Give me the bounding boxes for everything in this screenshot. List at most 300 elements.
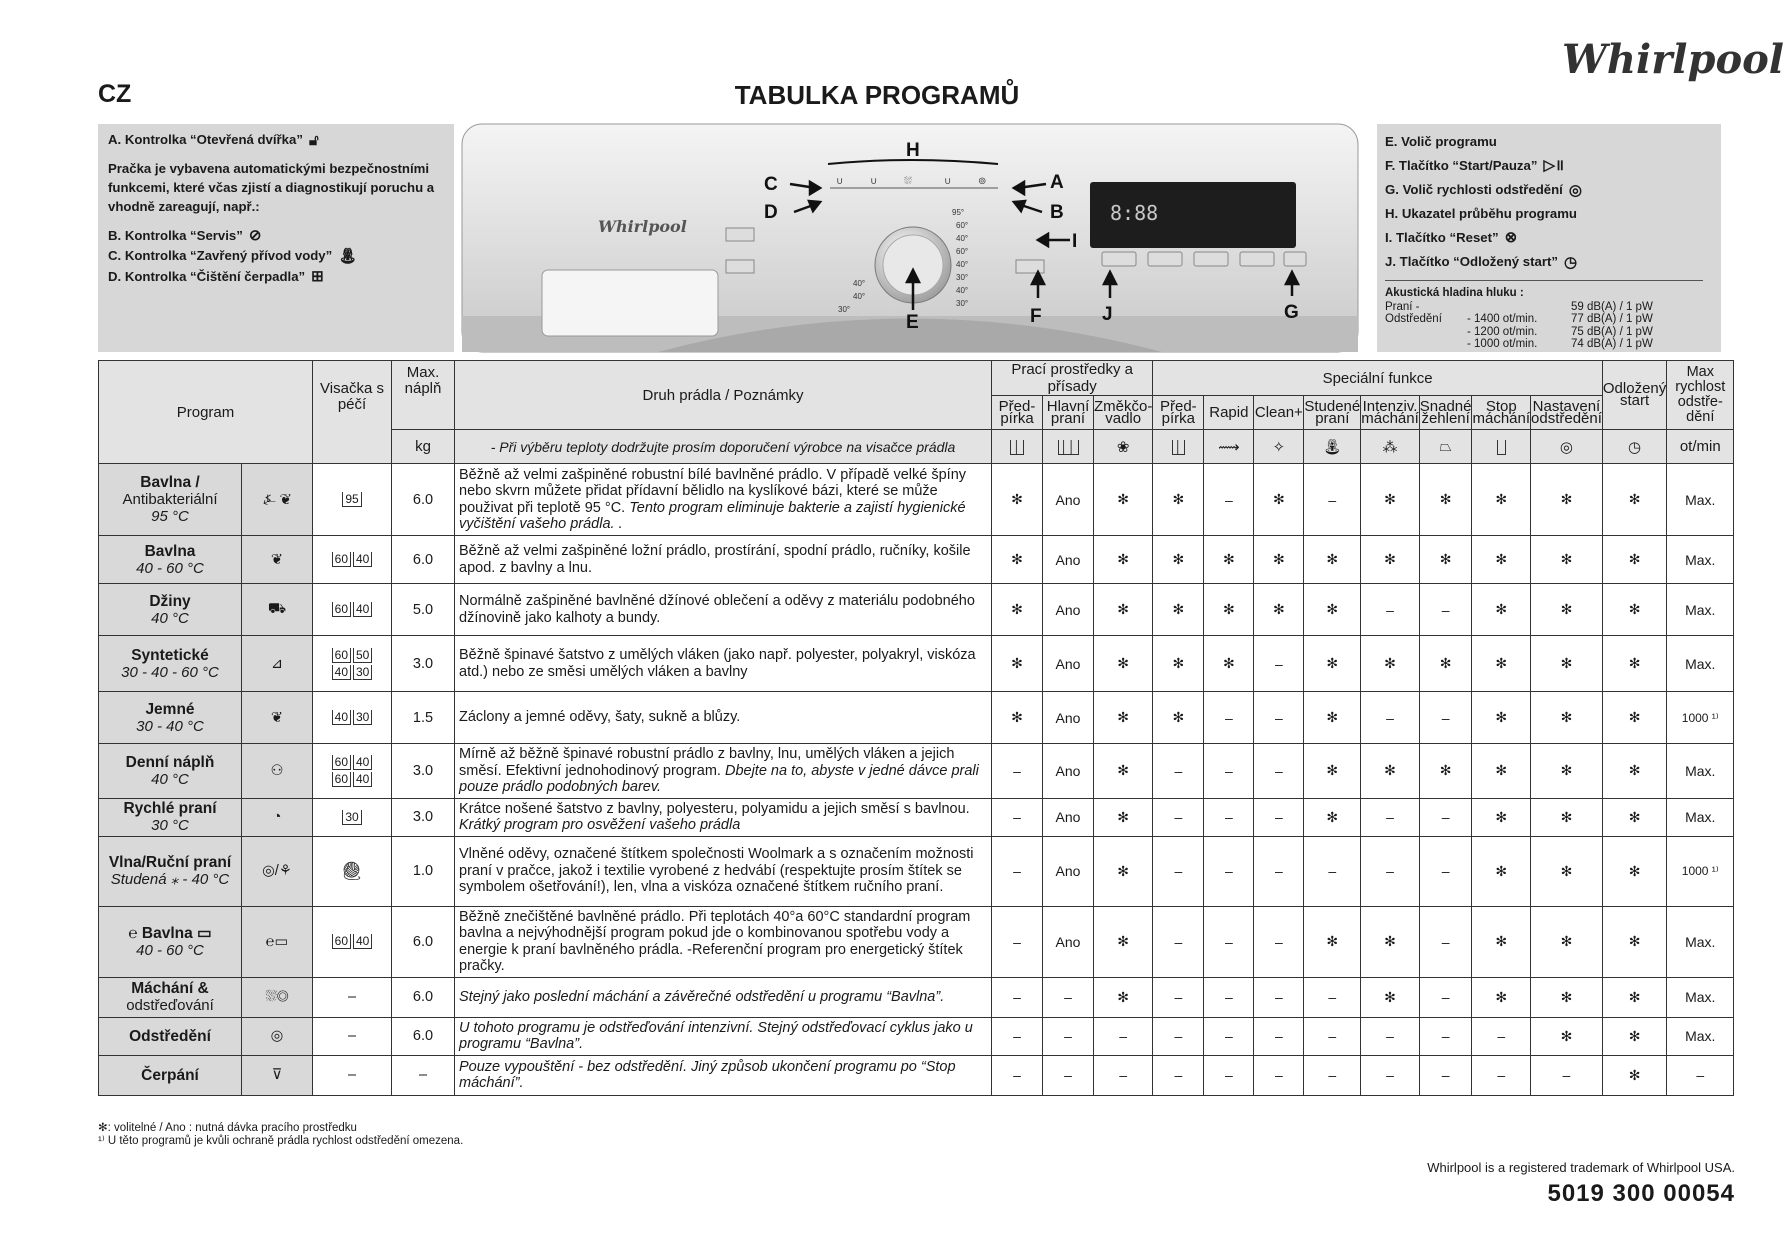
max-load: 1.5	[392, 692, 455, 744]
function-availability: ✻	[1304, 636, 1361, 692]
function-availability: ✻	[1419, 636, 1472, 692]
program-name	[99, 1055, 242, 1095]
wash-temperature-icon: 40	[353, 755, 372, 770]
legend-g-text: G. Volič rychlosti odstředění	[1385, 181, 1563, 197]
program-symbol-icon: ⛟	[242, 584, 313, 636]
legend-f	[1385, 154, 1713, 178]
max-spin-value: Max.	[1667, 1017, 1734, 1055]
function-availability: –	[1361, 1017, 1420, 1055]
function-availability: –	[1419, 1055, 1472, 1095]
function-availability: ✻	[1094, 798, 1153, 836]
care-label-cell	[313, 1055, 392, 1095]
program-name	[99, 977, 242, 1017]
wash-temperature-icon: 60	[332, 552, 351, 567]
svg-text:40°: 40°	[853, 292, 866, 301]
program-symbol-icon: ⍼ ❦	[242, 464, 313, 536]
footnotes	[98, 1122, 463, 1147]
function-availability: ✻	[1531, 1017, 1603, 1055]
max-spin-value: –	[1667, 1055, 1734, 1095]
noise-table	[1385, 301, 1657, 351]
wash-temperature-icon: 40	[353, 602, 372, 617]
service-icon: ⊘	[248, 227, 262, 245]
function-availability: ✻	[1472, 692, 1531, 744]
program-title: Odstředění	[129, 1027, 211, 1045]
fabric-description	[455, 584, 992, 636]
callout-j: J	[1102, 304, 1113, 325]
function-availability: –	[1254, 836, 1304, 906]
care-label-empty: –	[347, 989, 357, 1005]
program-symbol-icon: ⛆◎	[242, 977, 313, 1017]
program-name	[99, 744, 242, 799]
function-availability: ✻	[992, 536, 1043, 584]
machine-brand-logo: Whirlpool	[598, 217, 687, 236]
function-availability: ✻	[1602, 744, 1666, 799]
function-availability: –	[1153, 977, 1204, 1017]
function-availability: –	[1304, 1017, 1361, 1055]
program-subtitle: Antibakteriální	[122, 491, 218, 508]
function-availability: ✻	[1531, 464, 1603, 536]
clean-plus-icon: ✧	[1254, 430, 1304, 464]
header-max-load: Max. náplň	[392, 361, 455, 430]
program-row	[99, 536, 1734, 584]
legend-a-text: A. Kontrolka “Otevřená dvířka”	[108, 132, 303, 147]
program-symbol-icon: ❦	[242, 536, 313, 584]
function-availability: –	[1472, 1017, 1531, 1055]
description-text: Normálně zašpiněné bavlněné džínové oblečení a oděvy z materiálu podobného džínovině jako kalhoty a bundy.	[459, 593, 975, 626]
fabric-description	[455, 744, 992, 799]
header-delayed-start: Odložený start	[1602, 361, 1666, 430]
program-symbol-icon: ◔	[242, 798, 313, 836]
program-name	[99, 536, 242, 584]
function-availability: –	[1094, 1055, 1153, 1095]
svg-text:∪: ∪	[836, 176, 844, 187]
function-availability: ✻	[1602, 977, 1666, 1017]
max-spin-value: 1000 ¹⁾	[1667, 836, 1734, 906]
header-special-functions: Speciální funkce	[1153, 361, 1603, 396]
legend-j	[1385, 250, 1713, 274]
legend-a	[108, 130, 444, 151]
function-availability: –	[1153, 836, 1204, 906]
description-note: Dbejte na to, abyste v jedné dávce prali pouze prádlo podobných barev.	[459, 762, 979, 795]
max-load: 6.0	[392, 906, 455, 977]
max-load: 3.0	[392, 744, 455, 799]
description-text: Běžně až velmi zašpiněné robustní bílé bavlněné prádlo. V případě velké špíny nebo skvrn můžete přidat přídavní bělidlo na kyslíkové bázi, které se může použivat při teplotě 95 °C.	[459, 466, 967, 516]
function-availability: ✻	[992, 584, 1043, 636]
function-availability: Ano	[1043, 692, 1094, 744]
function-availability: –	[1419, 977, 1472, 1017]
indicator-legend-left	[98, 124, 454, 352]
function-availability: –	[1419, 836, 1472, 906]
function-availability: –	[992, 1055, 1043, 1095]
callout-c: C	[764, 174, 778, 195]
description-text: Záclony a jemné oděvy, šaty, sukně a blůzy.	[459, 709, 741, 726]
svg-text:40°: 40°	[956, 234, 969, 243]
function-availability: ✻	[1204, 636, 1254, 692]
divider	[1385, 280, 1703, 281]
program-title: Džiny	[149, 592, 191, 610]
function-availability: –	[1419, 906, 1472, 977]
main-wash-icon: ││	[1043, 430, 1094, 464]
spin-icon: ◎	[1568, 181, 1582, 199]
function-availability: ✻	[1361, 977, 1420, 1017]
function-availability: ✻	[1472, 636, 1531, 692]
wash-temperature-icon: 40	[353, 934, 372, 949]
display-readout: 8:88	[1110, 201, 1159, 225]
program-temperature: Studená ⁎ - 40 °C	[110, 871, 230, 888]
header-max-spin: Max rychlost odstře-dění	[1667, 361, 1734, 430]
svg-text:60°: 60°	[956, 221, 969, 230]
function-availability: ✻	[1094, 636, 1153, 692]
max-spin-value: Max.	[1667, 584, 1734, 636]
care-label-cell	[313, 692, 392, 744]
function-availability: –	[1204, 464, 1254, 536]
max-load: 6.0	[392, 977, 455, 1017]
header-program: Program	[99, 361, 313, 464]
max-spin-value: 1000 ¹⁾	[1667, 692, 1734, 744]
footnote-2: ¹⁾ U těto programů je kvůli ochraně prádla rychlost odstředění omezena.	[98, 1134, 464, 1147]
program-title: Jemné	[145, 700, 195, 718]
function-availability: ✻	[1304, 906, 1361, 977]
function-availability: Ano	[1043, 584, 1094, 636]
description-text: Běžně až velmi zašpiněné ložní prádlo, prostírání, spodní prádlo, ručníky, košile apod. z bavlny a lnu.	[459, 543, 971, 576]
function-availability: ✻	[1361, 536, 1420, 584]
function-header: Stop máchání	[1472, 396, 1531, 430]
header-fabric-type: Druh prádla / Poznámky	[455, 361, 992, 430]
program-temperature: 30 - 40 °C	[136, 717, 204, 735]
max-load: 5.0	[392, 584, 455, 636]
function-availability: Ano	[1043, 798, 1094, 836]
rinse-hold-icon	[1472, 430, 1531, 464]
max-spin-value: Max.	[1667, 906, 1734, 977]
control-legend-right	[1377, 124, 1721, 352]
function-availability: ✻	[1361, 744, 1420, 799]
function-availability: Ano	[1043, 536, 1094, 584]
header-care-label: Visačka s péčí	[313, 361, 392, 464]
function-availability: ✻	[1602, 1055, 1666, 1095]
function-availability: –	[1254, 692, 1304, 744]
program-name	[99, 464, 242, 536]
function-availability: –	[992, 836, 1043, 906]
program-symbol-icon: ◎/⚘	[242, 836, 313, 906]
svg-text:60°: 60°	[956, 247, 969, 256]
program-name	[99, 1017, 242, 1055]
callout-g: G	[1284, 302, 1299, 323]
wash-temperature-icon: 40	[353, 552, 372, 567]
function-availability: –	[992, 1017, 1043, 1055]
function-header: Hlavní praní	[1043, 396, 1094, 430]
softener-icon: ❀	[1094, 430, 1153, 464]
function-availability: –	[1254, 1055, 1304, 1095]
noise-title: Akustická hladina hluku :	[1385, 287, 1524, 300]
care-label-cell	[313, 744, 392, 799]
spin-setting-icon: ◎	[1531, 430, 1603, 464]
callout-b: B	[1050, 202, 1064, 223]
program-temperature: 30 °C	[151, 817, 189, 834]
header-fabric-note: - Při výběru teploty dodržujte prosím doporučení výrobce na visačce prádla	[455, 430, 992, 464]
rapid-icon: ⟿	[1204, 430, 1254, 464]
function-availability: –	[1419, 1017, 1472, 1055]
callout-a: A	[1050, 172, 1064, 193]
legend-i	[1385, 226, 1713, 250]
function-availability: ✻	[1472, 744, 1531, 799]
easy-iron-icon: ⏢	[1419, 430, 1472, 464]
function-availability: ✻	[1472, 836, 1531, 906]
svg-text:∪: ∪	[944, 176, 952, 187]
legend-d-text: D. Kontrolka “Čištění čerpadla”	[108, 268, 306, 284]
max-load: 6.0	[392, 464, 455, 536]
program-name	[99, 692, 242, 744]
function-availability: ✻	[1419, 464, 1472, 536]
function-header: Změkčo-vadlo	[1094, 396, 1153, 430]
page-title: TABULKA PROGRAMŮ	[734, 80, 1020, 110]
program-title: Syntetické	[131, 646, 209, 664]
function-availability: ✻	[1602, 584, 1666, 636]
max-load: 6.0	[392, 536, 455, 584]
program-row	[99, 744, 1734, 799]
legend-i-text: I. Tlačítko “Reset”	[1385, 229, 1499, 245]
function-availability: –	[1204, 744, 1254, 799]
care-label-cell	[313, 636, 392, 692]
function-availability: –	[1304, 836, 1361, 906]
prewash-icon: │	[992, 430, 1043, 464]
callout-h: H	[906, 140, 920, 161]
program-symbol-icon: ◎	[242, 1017, 313, 1055]
callout-e: E	[906, 312, 919, 333]
function-availability: ✻	[1472, 906, 1531, 977]
function-availability: Ano	[1043, 464, 1094, 536]
function-availability: –	[1153, 906, 1204, 977]
program-symbol-icon: ⊿	[242, 636, 313, 692]
function-header: Intenziv. máchání	[1361, 396, 1420, 430]
wash-temperature-icon: 30	[353, 665, 372, 680]
wash-temperature-icon: 60	[332, 602, 351, 617]
function-availability: –	[1153, 1017, 1204, 1055]
svg-text:30°: 30°	[838, 305, 851, 314]
function-availability: ✻	[1094, 744, 1153, 799]
description-text: Běžně znečištěné bavlněné prádlo. Při teplotách 40°a 60°C standardní program bavlna a nejvýhodnější program pokud jde o kombinovanou spotřebu vody a energie k praní bavlněného prádla. -Referenční program pro energetický štítek pračky.	[459, 908, 971, 974]
description-note: Krátký program pro osvěžení vašeho prádla	[459, 817, 741, 833]
function-availability: ✻	[1304, 798, 1361, 836]
care-label-empty: –	[347, 1028, 357, 1044]
svg-text:⊚: ⊚	[978, 176, 987, 187]
fabric-description	[455, 1055, 992, 1095]
function-availability: –	[1254, 744, 1304, 799]
function-availability: ✻	[1254, 536, 1304, 584]
function-availability: –	[1304, 1055, 1361, 1095]
function-availability: –	[1472, 1055, 1531, 1095]
program-name	[99, 906, 242, 977]
header-spin-unit: ot/min	[1667, 430, 1734, 464]
fabric-description	[455, 836, 992, 906]
program-title: Rychlé praní	[123, 800, 217, 817]
program-row	[99, 584, 1734, 636]
program-symbol-icon: ⚇	[242, 744, 313, 799]
callout-i: I	[1072, 231, 1078, 252]
function-header: Rapid	[1204, 396, 1254, 430]
program-row	[99, 977, 1734, 1017]
function-availability: ✻	[1531, 836, 1603, 906]
program-name	[99, 836, 242, 906]
wool-handwash-icon: 🧶︎	[340, 860, 364, 881]
function-availability: ✻	[1602, 692, 1666, 744]
function-availability: –	[992, 906, 1043, 977]
function-availability: ✻	[1361, 636, 1420, 692]
function-availability: –	[1043, 1017, 1094, 1055]
max-load: –	[392, 1055, 455, 1095]
svg-text:30°: 30°	[956, 273, 969, 282]
function-availability: Ano	[1043, 836, 1094, 906]
program-symbol-icon: ❦	[242, 692, 313, 744]
program-title: Máchání &	[131, 980, 209, 997]
control-panel-illustration	[458, 120, 1362, 352]
function-availability: ✻	[1531, 636, 1603, 692]
max-load: 1.0	[392, 836, 455, 906]
function-availability: –	[992, 744, 1043, 799]
function-availability: ✻	[1602, 836, 1666, 906]
description-text: Mírně až běžně špinavé robustní prádlo z bavlny, lnu, umělých vláken a jejich směsí. Efektivní jednohodinový program.	[459, 746, 955, 779]
program-title: Denní náplň	[125, 753, 215, 771]
program-temperature: 40 - 60 °C	[136, 559, 204, 577]
description-note: Pouze vypouštění - bez odstředění. Jiný způsob ukončení programu po “Stop máchání”.	[459, 1058, 956, 1091]
function-availability: Ano	[1043, 744, 1094, 799]
function-availability: ✻	[992, 692, 1043, 744]
program-name	[99, 636, 242, 692]
fabric-description	[455, 464, 992, 536]
callout-f: F	[1030, 306, 1042, 327]
program-temperature: 40 - 60 °C	[136, 941, 204, 959]
svg-text:⛆: ⛆	[904, 176, 912, 187]
function-availability: –	[1361, 584, 1420, 636]
max-load: 3.0	[392, 636, 455, 692]
cold-wash-icon: ⛲︎	[1304, 430, 1361, 464]
max-spin-value: Max.	[1667, 536, 1734, 584]
care-label-cell	[313, 536, 392, 584]
function-availability: ✻	[1094, 536, 1153, 584]
function-availability: ✻	[1361, 464, 1420, 536]
function-availability: ✻	[1153, 692, 1204, 744]
function-availability: –	[1204, 1055, 1254, 1095]
function-availability: –	[1304, 464, 1361, 536]
function-availability: ✻	[1361, 906, 1420, 977]
function-availability: –	[1153, 744, 1204, 799]
function-availability: –	[1361, 836, 1420, 906]
footnote-1: ✻: volitelné / Ano : nutná dávka pracího prostředku	[98, 1122, 357, 1134]
noise-row: - 1000 ot/min. 74 dB(A) / 1 pW	[1467, 338, 1653, 351]
wash-temperature-icon: 30	[342, 810, 361, 825]
program-symbol-icon: ℮▭	[242, 906, 313, 977]
program-name	[99, 584, 242, 636]
function-availability: Ano	[1043, 906, 1094, 977]
function-availability: ✻	[1472, 464, 1531, 536]
function-availability: –	[1204, 977, 1254, 1017]
legend-j-text: J. Tlačítko “Odložený start”	[1385, 253, 1558, 269]
lock-icon: 🔓︎	[308, 131, 319, 149]
function-header: Před-pírka	[992, 396, 1043, 430]
care-label-cell	[313, 1017, 392, 1055]
function-availability: ✻	[1254, 584, 1304, 636]
function-availability: ✻	[1531, 798, 1603, 836]
program-symbol-icon: ⊽	[242, 1055, 313, 1095]
fabric-description	[455, 977, 992, 1017]
prewash-function-icon: │	[1153, 430, 1204, 464]
function-availability: –	[1254, 636, 1304, 692]
function-availability: –	[1304, 977, 1361, 1017]
function-header: Před-pírka	[1153, 396, 1204, 430]
wash-temperature-icon: 50	[353, 648, 372, 663]
function-availability: ✻	[992, 636, 1043, 692]
svg-text:30°: 30°	[956, 299, 969, 308]
wash-temperature-icon: 95	[342, 492, 361, 507]
description-text: Krátce nošené šatstvo z bavlny, polyesteru, polyamidu a jejich směsí s bavlnou.	[459, 800, 970, 817]
function-availability: ✻	[1304, 584, 1361, 636]
svg-text:40°: 40°	[956, 286, 969, 295]
function-availability: –	[1361, 798, 1420, 836]
wash-temperature-icon: 30	[353, 710, 372, 725]
function-availability: –	[1419, 584, 1472, 636]
program-row	[99, 636, 1734, 692]
function-availability: ✻	[1094, 584, 1153, 636]
fabric-description	[455, 536, 992, 584]
function-availability: –	[1043, 977, 1094, 1017]
function-availability: ✻	[1419, 536, 1472, 584]
function-availability: ✻	[1419, 744, 1472, 799]
function-availability: –	[1204, 692, 1254, 744]
program-temperature: 30 - 40 - 60 °C	[121, 663, 219, 681]
function-availability: ✻	[1531, 692, 1603, 744]
wash-temperature-icon: 60	[332, 934, 351, 949]
wash-temperature-icon: 40	[332, 710, 351, 725]
program-row	[99, 906, 1734, 977]
intensive-rinse-icon: ⁂	[1361, 430, 1420, 464]
function-availability: ✻	[1094, 464, 1153, 536]
care-label-cell	[313, 584, 392, 636]
description-note: Tento program eliminuje bakterie a zajistí hygienické vyčištění vašeho prádla. .	[459, 499, 966, 532]
program-temperature: 40 °C	[151, 609, 189, 627]
function-availability: ✻	[1602, 636, 1666, 692]
play-pause-icon: ▷॥	[1543, 157, 1564, 175]
svg-text:40°: 40°	[956, 260, 969, 269]
function-availability: ✻	[1602, 464, 1666, 536]
function-header: Studené praní	[1304, 396, 1361, 430]
program-temperature: 40 °C	[151, 770, 189, 788]
delay-clock-icon: ◷	[1563, 253, 1578, 271]
function-availability: ✻	[1094, 977, 1153, 1017]
program-title: Bavlna	[144, 542, 196, 560]
pump-filter-icon: ⊞	[311, 268, 324, 286]
delay-start-icon: ◷	[1602, 430, 1666, 464]
legend-c-text: C. Kontrolka “Zavřený přívod vody”	[108, 248, 333, 264]
program-temperature: 95 °C	[151, 508, 189, 525]
function-availability: –	[1153, 798, 1204, 836]
description-text: Vlněné oděvy, označené štítkem společnosti Woolmark a s označením možnosti praní v pračce, jakož i textilie vyrobené z hedvábí (respektujte prosím štítek se symbolem ošetřování!), len, vlna a viskóza označené štítkem ručního praní.	[459, 846, 974, 896]
function-header: Clean+	[1254, 396, 1304, 430]
header-load-unit: kg	[392, 430, 455, 464]
function-availability: ✻	[1531, 536, 1603, 584]
callout-d: D	[764, 202, 778, 223]
max-spin-value: Max.	[1667, 464, 1734, 536]
function-availability: Ano	[1043, 636, 1094, 692]
max-spin-value: Max.	[1667, 636, 1734, 692]
wash-temperature-icon: 40	[332, 665, 351, 680]
function-availability: ✻	[1153, 636, 1204, 692]
function-header: Nastavení odstředění	[1531, 396, 1603, 430]
program-row	[99, 464, 1734, 536]
noise-row: Odstředění - 1400 ot/min. 77 dB(A) / 1 pW	[1385, 313, 1653, 326]
max-spin-value: Max.	[1667, 977, 1734, 1017]
fabric-description	[455, 692, 992, 744]
function-availability: –	[1361, 1055, 1420, 1095]
function-availability: ✻	[1153, 536, 1204, 584]
